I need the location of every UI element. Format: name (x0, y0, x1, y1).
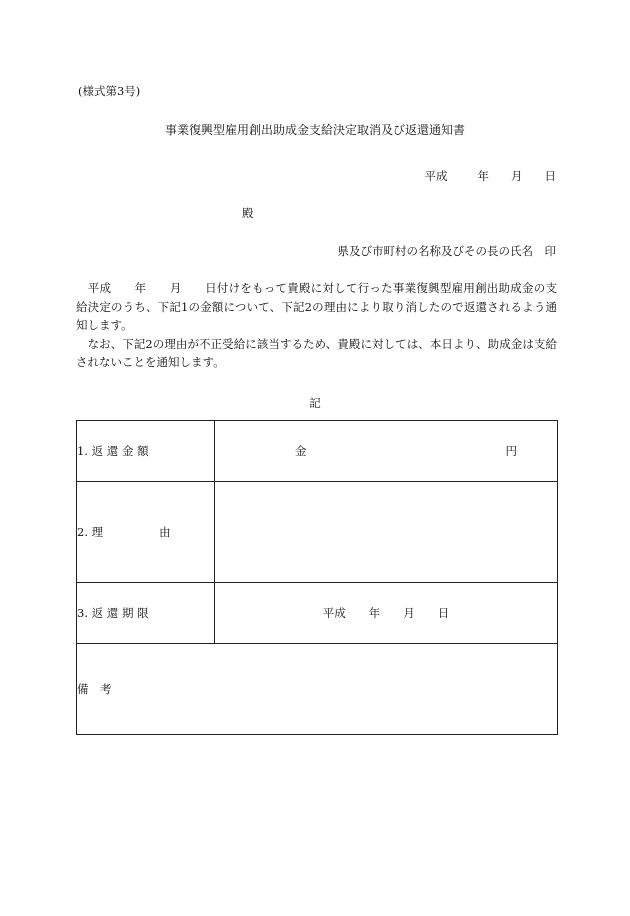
deadline-label: 3. 返 還 期 限 (77, 583, 215, 644)
details-table (76, 420, 558, 735)
issue-date (425, 171, 557, 183)
table-row-reason (77, 482, 558, 583)
remarks-cell (77, 644, 558, 735)
kin-label: 金 (295, 444, 307, 458)
notice-paragraph-2: なお、下記2の理由が不正受給に該当するため、貴殿に対しては、本日より、助成金は支給されないことを通知します。 (76, 336, 557, 369)
en-label: 円 (505, 444, 517, 458)
date-era: 平成 (424, 169, 448, 183)
reason-label-num: 2. 理 (77, 525, 104, 539)
notice-body (76, 279, 557, 372)
remarks-label: 備 考 (77, 682, 112, 696)
table-row-remarks (77, 644, 558, 735)
table-row-deadline (77, 583, 558, 644)
reason-label-end: 由 (159, 525, 171, 539)
notice-paragraph-1: 平成 年 月 日付けをもって貴殿に対して行った事業復興型雇用創出助成金の支給決定のうち、下記1の金額について、下記2の理由により取り消したので返還されるよう通知します。 (76, 281, 557, 332)
table-row-amount (77, 421, 558, 482)
reason-value-cell (215, 482, 558, 583)
date-day: 日 (544, 169, 556, 183)
ki-heading: 記 (309, 396, 321, 410)
document-title: 事業復興型雇用創出助成金支給決定取消及び返還通知書 (164, 123, 465, 137)
addressee-suffix: 殿 (242, 206, 254, 220)
sender-name: 県及び市町村の名称及びその長の氏名 印 (337, 244, 556, 258)
date-month: 月 (511, 169, 523, 183)
amount-label: 1. 返 還 金 額 (77, 421, 215, 482)
form-number: (様式第3号) (78, 84, 141, 98)
amount-value-cell (215, 421, 558, 482)
deadline-date: 平成 年 月 日 (215, 583, 558, 644)
date-year: 年 (477, 169, 489, 183)
reason-label (77, 482, 215, 583)
